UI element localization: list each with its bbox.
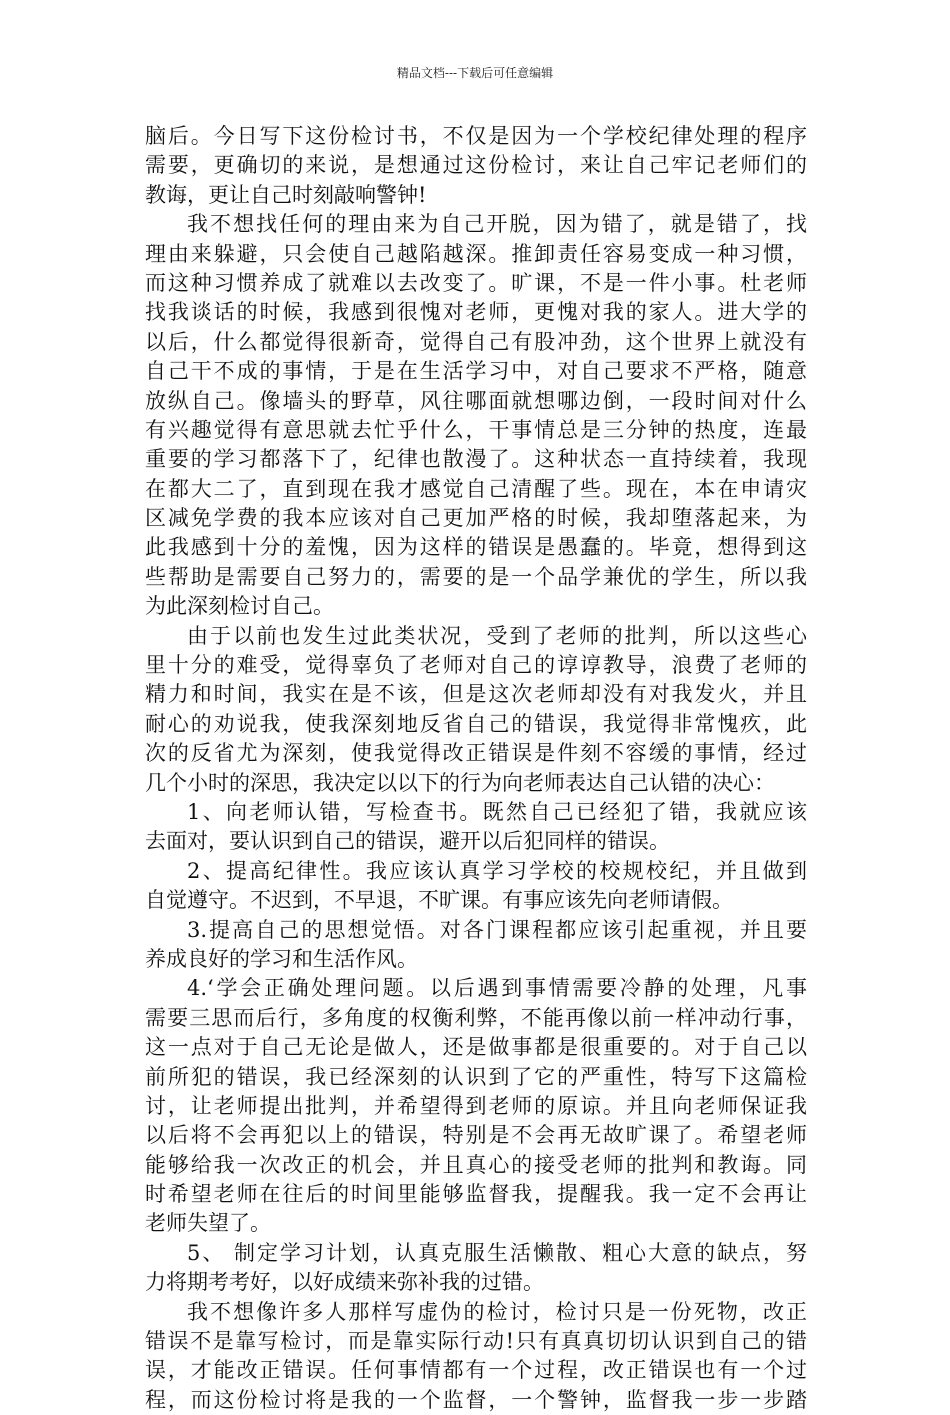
paragraph-line: 在都大二了，直到现在我才感觉自己清醒了些。现在，本在申请灾 (145, 476, 807, 501)
document-body (145, 122, 807, 1415)
paragraph-line: 需要，更确切的来说，是想通过这份检讨，来让自己牢记老师们的 (145, 153, 807, 178)
paragraph-line: 理由来躲避，只会使自己越陷越深。推卸责任容易变成一种习惯， (145, 241, 807, 266)
paragraph-line: 力将期考考好，以好成绩来弥补我的过错。 (145, 1270, 544, 1295)
paragraph-line: 而这种习惯养成了就难以去改变了。旷课，不是一件小事。杜老师 (145, 270, 807, 295)
paragraph-line: 这一点对于自己无论是做人，还是做事都是很重要的。对于自己以 (145, 1035, 807, 1060)
paragraph-line: 有兴趣觉得有意思就去忙乎什么，干事情总是三分钟的热度，连最 (145, 417, 807, 442)
paragraph-line: 自己干不成的事情，于是在生活学习中，对自己要求不严格，随意 (145, 359, 807, 384)
paragraph-line: 我不想像许多人那样写虚伪的检讨，检讨只是一份死物，改正 (187, 1299, 807, 1324)
paragraph-line: 自觉遵守。不迟到，不早退，不旷课。有事应该先向老师请假。 (145, 888, 733, 913)
page-header: 精品文档---下载后可任意编辑 (396, 66, 554, 80)
paragraph-line: 里十分的难受，觉得辜负了老师对自己的谆谆教导，浪费了老师的 (145, 653, 807, 678)
paragraph-line: 我不想找任何的理由来为自己开脱，因为错了，就是错了，找 (187, 212, 807, 237)
paragraph-line: 以后将不会再犯以上的错误，特别是不会再无故旷课了。希望老师 (145, 1123, 807, 1148)
paragraph-line: 次的反省尤为深刻，使我觉得改正错误是件刻不容缓的事情，经过 (145, 741, 807, 766)
paragraph-line: 讨，让老师提出批判，并希望得到老师的原谅。并且向老师保证我 (145, 1093, 807, 1118)
paragraph-line: 2、提高纪律性。我应该认真学习学校的校规校纪，并且做到 (187, 858, 807, 883)
paragraph-line: 以后，什么都觉得很新奇，觉得自己有股冲劲，这个世界上就没有 (145, 329, 807, 354)
paragraph-line: 放纵自己。像墙头的野草，风往哪面就想哪边倒，一段时间对什么 (145, 388, 807, 413)
paragraph-line: 错误不是靠写检讨，而是靠实际行动!只有真真切切认识到自己的错 (145, 1329, 807, 1354)
paragraph-line: 程，而这份检讨将是我的一个监督，一个警钟，监督我一步一步踏 (145, 1387, 807, 1412)
paragraph-line: 由于以前也发生过此类状况，受到了老师的批判，所以这些心 (187, 623, 807, 648)
paragraph-line: 5、 制定学习计划，认真克服生活懒散、粗心大意的缺点，努 (187, 1240, 807, 1265)
paragraph-line: 需要三思而后行，多角度的权衡利弊，不能再像以前一样冲动行事， (145, 1005, 807, 1030)
paragraph-line: 1、向老师认错，写检查书。既然自己已经犯了错，我就应该 (187, 799, 807, 824)
paragraph-line: 时希望老师在往后的时间里能够监督我，提醒我。我一定不会再让 (145, 1182, 807, 1207)
paragraph-line: 为此深刻检讨自己。 (145, 594, 334, 619)
paragraph-line: 误，才能改正错误。任何事情都有一个过程，改正错误也有一个过 (145, 1358, 807, 1383)
paragraph-line: 区减免学费的我本应该对自己更加严格的时候，我却堕落起来，为 (145, 506, 807, 531)
paragraph-line: 些帮助是需要自己努力的，需要的是一个品学兼优的学生，所以我 (145, 564, 807, 589)
paragraph-line: 3.提高自己的思想觉悟。对各门课程都应该引起重视，并且要 (187, 917, 807, 942)
paragraph-line: 找我谈话的时候，我感到很愧对老师，更愧对我的家人。进大学的 (145, 300, 807, 325)
paragraph-line: 4.‘学会正确处理问题。以后遇到事情需要冷静的处理，凡事 (187, 976, 807, 1001)
paragraph-line: 耐心的劝说我，使我深刻地反省自己的错误，我觉得非常愧疚，此 (145, 711, 807, 736)
paragraph-line: 教诲，更让自己时刻敲响警钟! (145, 182, 427, 207)
paragraph-line: 重要的学习都落下了，纪律也散漫了。这种状态一直持续着，我现 (145, 447, 807, 472)
paragraph-line: 能够给我一次改正的机会，并且真心的接受老师的批判和教诲。同 (145, 1152, 807, 1177)
paragraph-line: 前所犯的错误，我已经深刻的认识到了它的严重性，特写下这篇检 (145, 1064, 807, 1089)
paragraph-line: 此我感到十分的羞愧，因为这样的错误是愚蠢的。毕竟，想得到这 (145, 535, 807, 560)
paragraph-line: 几个小时的深思，我决定以以下的行为向老师表达自己认错的决心： (145, 770, 775, 795)
paragraph-line: 老师失望了。 (145, 1211, 271, 1236)
paragraph-line: 养成良好的学习和生活作风。 (145, 946, 418, 971)
paragraph-line: 去面对，要认识到自己的错误，避开以后犯同样的错误。 (145, 829, 670, 854)
paragraph-line: 脑后。今日写下这份检讨书，不仅是因为一个学校纪律处理的程序 (145, 124, 807, 148)
paragraph-line: 精力和时间，我实在是不该，但是这次老师却没有对我发火，并且 (145, 682, 807, 707)
